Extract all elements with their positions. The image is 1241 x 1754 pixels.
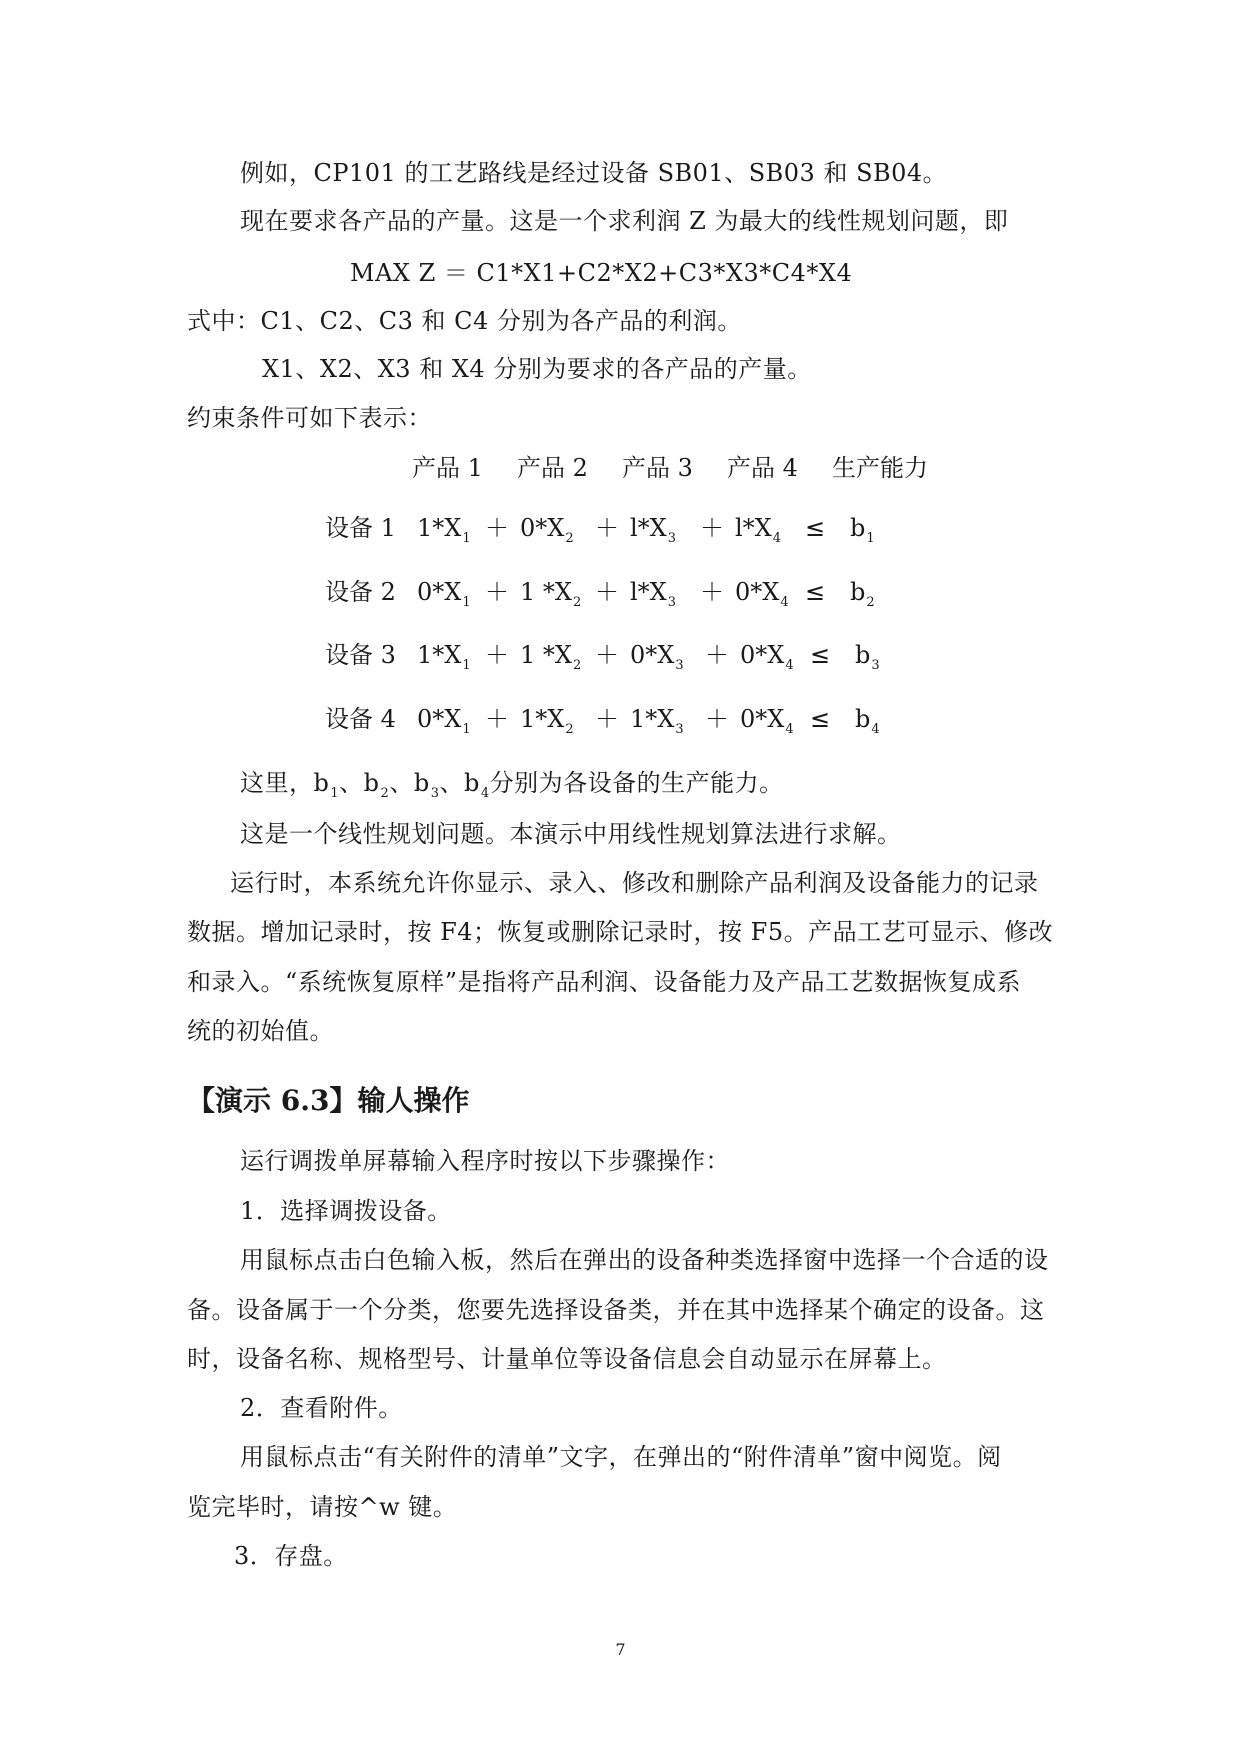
plus-sign: ＋ <box>485 578 509 606</box>
step-1-line-2: 备。设备属于一个分类，您要先选择设备类，并在其中选择某个确定的设备。这 <box>187 1296 1045 1324</box>
capacity-term: $b_3$ <box>855 641 880 673</box>
term-4: $0*X_4$ <box>740 705 794 737</box>
paragraph-runtime-line-4: 统的初始值。 <box>187 1017 334 1045</box>
term-1: $1*X_1$ <box>417 514 471 546</box>
term-1: $0*X_1$ <box>417 578 471 610</box>
page-number: 7 <box>615 1640 626 1659</box>
plus-sign: ＋ <box>705 641 729 669</box>
step-1-line-3: 时，设备名称、规格型号、计量单位等设备信息会自动显示在屏幕上。 <box>187 1345 947 1373</box>
paragraph-steps-intro: 运行调拨单屏幕输入程序时按以下步骤操作： <box>240 1147 730 1175</box>
term-3: $0*X_3$ <box>630 641 684 673</box>
term-1: $1*X_1$ <box>417 641 471 673</box>
paragraph-runtime-line-3: 和录入。“系统恢复原样”是指将产品利润、设备能力及产品工艺数据恢复成系 <box>187 968 1022 996</box>
step-2-line-1: 用鼠标点击“有关附件的清单”文字，在弹出的“附件清单”窗中阅览。阅 <box>240 1443 1002 1471</box>
objective-formula: MAX Z ＝ C1*X1+C2*X2+C3*X3*C4*X4 <box>350 259 853 287</box>
term-3: $l*X_3$ <box>630 514 677 546</box>
leq-sign: ≤ <box>810 705 831 733</box>
paragraph-problem-statement: 现在要求各产品的产量。这是一个求利润 Z 为最大的线性规划问题，即 <box>240 207 1009 235</box>
capacity-term: $b_1$ <box>850 514 875 546</box>
leq-sign: ≤ <box>805 578 826 606</box>
term-3: $l*X_3$ <box>630 578 677 610</box>
plus-sign: ＋ <box>700 514 724 542</box>
step-1-title: 1．选择调拨设备。 <box>240 1197 452 1225</box>
step-2-line-2: 览完毕时，请按^w 键。 <box>187 1493 458 1521</box>
table-header-capacity: 生产能力 <box>832 454 928 482</box>
plus-sign: ＋ <box>595 641 619 669</box>
table-header-product-1: 产品 1 <box>412 454 483 482</box>
term-4: $0*X_4$ <box>740 641 794 673</box>
row-label: 设备 4 <box>325 705 396 733</box>
paragraph-example-route: 例如，CP101 的工艺路线是经过设备 SB01、SB03 和 SB04。 <box>240 159 948 187</box>
step-2-title: 2．查看附件。 <box>240 1394 403 1422</box>
plus-sign: ＋ <box>485 514 509 542</box>
term-2: $1*X_2$ <box>520 705 574 737</box>
term-1: $0*X_1$ <box>417 705 471 737</box>
paragraph-lp-solution: 这是一个线性规划问题。本演示中用线性规划算法进行求解。 <box>240 820 902 848</box>
paragraph-constraints-intro: 约束条件可如下表示： <box>187 404 432 432</box>
row-label: 设备 2 <box>325 578 396 606</box>
plus-sign: ＋ <box>705 705 729 733</box>
plus-sign: ＋ <box>595 705 619 733</box>
term-2: 1 $*X_2$ <box>520 578 582 610</box>
term-4: $0*X_4$ <box>735 578 789 610</box>
plus-sign: ＋ <box>595 514 619 542</box>
paragraph-runtime-line-2: 数据。增加记录时，按 F4；恢复或删除记录时，按 F5。产品工艺可显示、修改 <box>187 918 1054 946</box>
plus-sign: ＋ <box>485 705 509 733</box>
term-3: $1*X_3$ <box>630 705 684 737</box>
term-2: $0*X_2$ <box>520 514 574 546</box>
row-label: 设备 3 <box>325 641 396 669</box>
plus-sign: ＋ <box>700 578 724 606</box>
plus-sign: ＋ <box>485 641 509 669</box>
capacity-term: $b_4$ <box>855 705 880 737</box>
section-heading: 【演示 6.3】输人操作 <box>187 1084 470 1117</box>
paragraph-profit-definition: 式中：C1、C2、C3 和 C4 分别为各产品的利润。 <box>187 307 742 335</box>
step-3-title: 3．存盘。 <box>234 1542 348 1570</box>
table-header-product-2: 产品 2 <box>517 454 588 482</box>
paragraph-output-definition: X1、X2、X3 和 X4 分别为要求的各产品的产量。 <box>262 355 812 383</box>
row-label: 设备 1 <box>325 514 396 542</box>
leq-sign: ≤ <box>805 514 826 542</box>
term-2: 1 $*X_2$ <box>520 641 582 673</box>
paragraph-runtime-line-1: 运行时，本系统允许你显示、录入、修改和删除产品利润及设备能力的记录 <box>230 869 1039 897</box>
table-header-product-4: 产品 4 <box>727 454 798 482</box>
table-header-product-3: 产品 3 <box>622 454 693 482</box>
plus-sign: ＋ <box>595 578 619 606</box>
leq-sign: ≤ <box>810 641 831 669</box>
paragraph-capacity-note: 这里，$b_1$、$b_2$、$b_3$、$b_4$分别为各设备的生产能力。 <box>240 769 784 801</box>
term-4: $l*X_4$ <box>735 514 782 546</box>
capacity-term: $b_2$ <box>850 578 875 610</box>
step-1-line-1: 用鼠标点击白色输入板，然后在弹出的设备种类选择窗中选择一个合适的设 <box>240 1246 1049 1274</box>
